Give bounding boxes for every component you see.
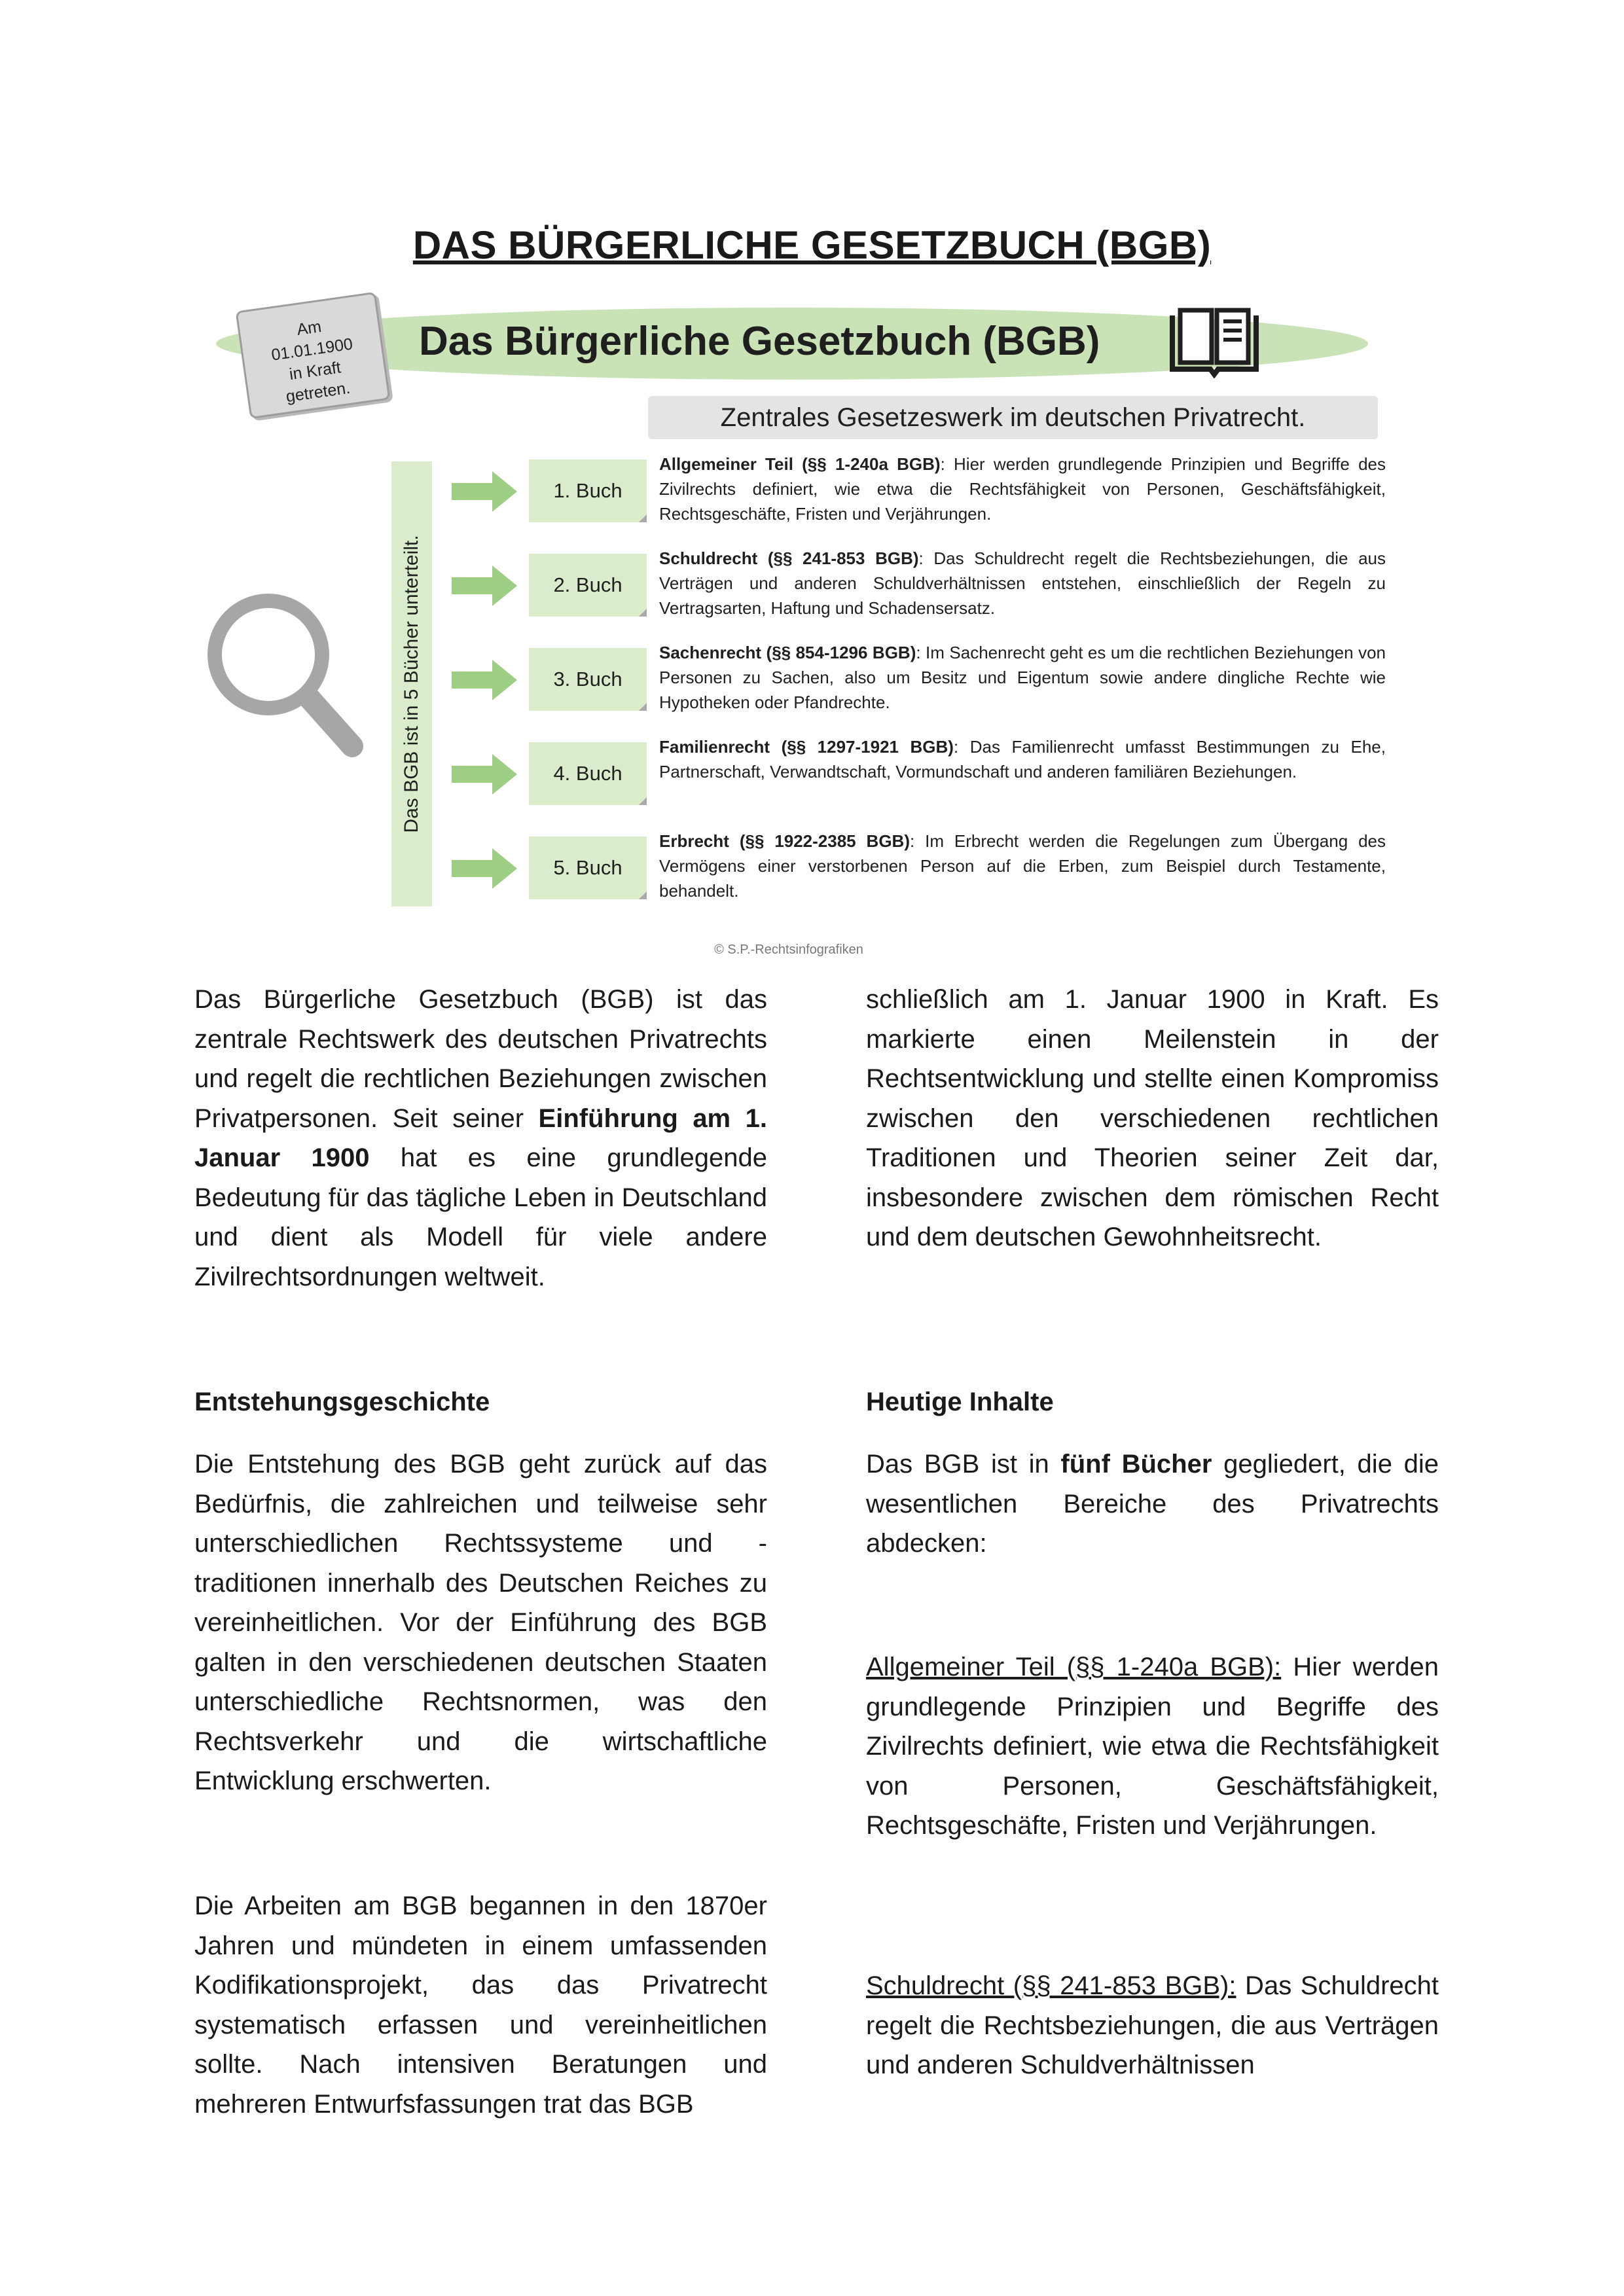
book-text: : Das Familienrecht umfasst Bestimmungen zu Ehe, Partnerschaft, Verwandtschaft, Vormundschaft und anderen familiären Beziehungen. — [659, 737, 1386, 781]
history-paragraph-2 — [194, 1886, 767, 2124]
book-description — [659, 546, 1386, 620]
copyright-note: © S.P.-Rechtsinfografiken — [714, 942, 863, 957]
fold-corner — [639, 891, 647, 899]
book-row-3 — [452, 640, 1388, 725]
book-text: : Hier werden grundlegende Prinzipien und Begriffe des Zivilrechts definiert, wie etwa die Rechtsfähigkeit von Personen, Geschäftsfähigkeit, Rechtsgeschäfte, Fristen und Verjährungen. — [659, 454, 1386, 524]
scroll-note: Am 01.01.1900 in Kraft getreten. — [270, 317, 354, 406]
open-book-icon — [1168, 306, 1260, 378]
contents-item-allgemeiner-teil — [866, 1647, 1439, 1846]
arrow-right-icon — [452, 469, 517, 514]
books-sidebar-label: Das BGB ist in 5 Bücher unterteilt. — [401, 535, 422, 833]
contents-intro-text: Das BGB ist in — [866, 1450, 1061, 1479]
history-text-1: Die Entstehung des BGB geht zurück auf das Bedürfnis, die zahlreichen und teilweise sehr unterschiedlichen Rechtssysteme und -traditionen innerhalb des Deutschen Reiches zu vereinheitlichen. Vor der Einführung des BGB galten in den verschiedenen deutschen Staaten unterschiedliche Rechtsnormen, was den Rechtsverkehr und die wirtschaftliche Entwicklung erschwerten. — [194, 1450, 767, 1795]
fold-corner — [639, 609, 647, 617]
item-text: Hier werden grundlegende Prinzipien und Begriffe des Zivilrechts definiert, wie etwa die Rechtsfähigkeit von Personen, Geschäftsfähigkeit, Rechtsgeschäfte, Fristen und Verjährungen. — [866, 1653, 1439, 1840]
heading-entstehungsgeschichte: Entstehungsgeschichte — [194, 1388, 490, 1416]
book-label: 5. Buch — [529, 836, 647, 899]
book-name: Allgemeiner Teil (§§ 1-240a BGB) — [659, 454, 941, 474]
book-name: Schuldrecht (§§ 241-853 BGB) — [659, 548, 919, 568]
book-description — [659, 452, 1386, 526]
book-text: : Im Erbrecht werden die Regelungen zum Übergang des Vermögens einer verstorbenen Person auf die Erben, zum Beispiel durch Testamente, behandelt. — [659, 831, 1386, 901]
intro-text-end: hat es eine grundlegende Bedeutung für das tägliche Leben in Deutschland und dient als Modell für viele andere Zivilrechtsordnungen weltweit. — [194, 1143, 767, 1291]
arrow-right-icon — [452, 846, 517, 891]
contents-intro — [866, 1444, 1439, 1564]
book-description — [659, 640, 1386, 715]
contents-intro-end: gegliedert, die die wesentlichen Bereiche des Privatrechts abdecken: — [866, 1450, 1439, 1558]
book-row-2 — [452, 546, 1388, 631]
date-scroll — [235, 292, 390, 419]
book-name: Sachenrecht (§§ 854-1296 BGB) — [659, 643, 916, 662]
book-text: : Das Schuldrecht regelt die Rechtsbeziehungen, die aus Verträgen und anderen Schuldverhältnissen entstehen, einschließlich der Regeln zu Vertragsarten, Haftung und Schadensersatz. — [659, 548, 1386, 618]
magnifier-icon — [203, 589, 373, 779]
contents-item-schuldrecht — [866, 1966, 1439, 2085]
arrow-right-icon — [452, 563, 517, 609]
book-text: : Im Sachenrecht geht es um die rechtlichen Beziehungen von Personen zu Sachen, also um Besitz und Eigentum sowie andere dingliche Rechte wie Hypotheken oder Pfandrechte. — [659, 643, 1386, 712]
item-title: Allgemeiner Teil (§§ 1-240a BGB): — [866, 1653, 1282, 1681]
page-title: DAS BÜRGERLICHE GESETZBUCH (BGB) — [412, 223, 1212, 268]
intro-paragraph — [194, 980, 767, 1297]
history-text-2: Die Arbeiten am BGB begannen in den 1870er Jahren und mündeten in einem umfassenden Kodifikationsprojekt, das das Privatrecht systematisch erfassen und vereinheitlichen sollte. Nach intensiven Beratungen und mehreren Entwurfsfassungen trat das BGB — [194, 1892, 767, 2119]
book-row-4 — [452, 734, 1388, 819]
arrow-right-icon — [452, 751, 517, 797]
right-column-continuation — [866, 980, 1439, 1257]
fold-corner — [639, 797, 647, 805]
left-column-intro — [194, 980, 767, 1297]
arrow-right-icon — [452, 657, 517, 703]
contents-intro-bold: fünf Bücher — [1060, 1450, 1212, 1479]
banner-title: Das Bürgerliche Gesetzbuch (BGB) — [419, 319, 1100, 364]
book-row-5 — [452, 829, 1388, 914]
book-label: 4. Buch — [529, 742, 647, 805]
bgb-infographic — [190, 281, 1388, 962]
intro-text: Das Bürgerliche Gesetzbuch (BGB) ist das zentrale Rechtswerk des deutschen Privatrechts und regelt die rechtlichen Beziehungen zwischen Privatpersonen. Seit seiner — [194, 985, 767, 1133]
heading-heutige-inhalte: Heutige Inhalte — [866, 1388, 1054, 1416]
continuation-text: schließlich am 1. Januar 1900 in Kraft. Es markierte einen Meilenstein in der Rechtsentwicklung und stellte einen Kompromiss zwischen den verschiedenen rechtlichen Traditionen und Theorien seiner Zeit dar, insbesondere zwischen dem römischen Recht und dem deutschen Gewohnheitsrecht. — [866, 985, 1439, 1251]
item-title: Schuldrecht (§§ 241-853 BGB): — [866, 1971, 1236, 2000]
fold-corner — [639, 514, 647, 522]
book-label: 3. Buch — [529, 648, 647, 711]
intro-bold-text: Einführung am 1. Januar 1900 — [194, 1103, 767, 1172]
fold-corner — [639, 703, 647, 711]
book-description — [659, 829, 1386, 903]
item-text: Das Schuldrecht regelt die Rechtsbeziehungen, die aus Verträgen und anderen Schuldverhältnissen — [866, 1971, 1439, 2079]
book-row-1 — [452, 452, 1388, 537]
infographic-subtitle: Zentrales Gesetzeswerk im deutschen Privatrecht. — [648, 396, 1378, 439]
history-paragraph-1 — [194, 1444, 767, 1801]
book-description — [659, 734, 1386, 784]
book-name: Familienrecht (§§ 1297-1921 BGB) — [659, 737, 954, 757]
book-label: 1. Buch — [529, 459, 647, 522]
book-label: 2. Buch — [529, 554, 647, 617]
book-name: Erbrecht (§§ 1922-2385 BGB) — [659, 831, 910, 851]
